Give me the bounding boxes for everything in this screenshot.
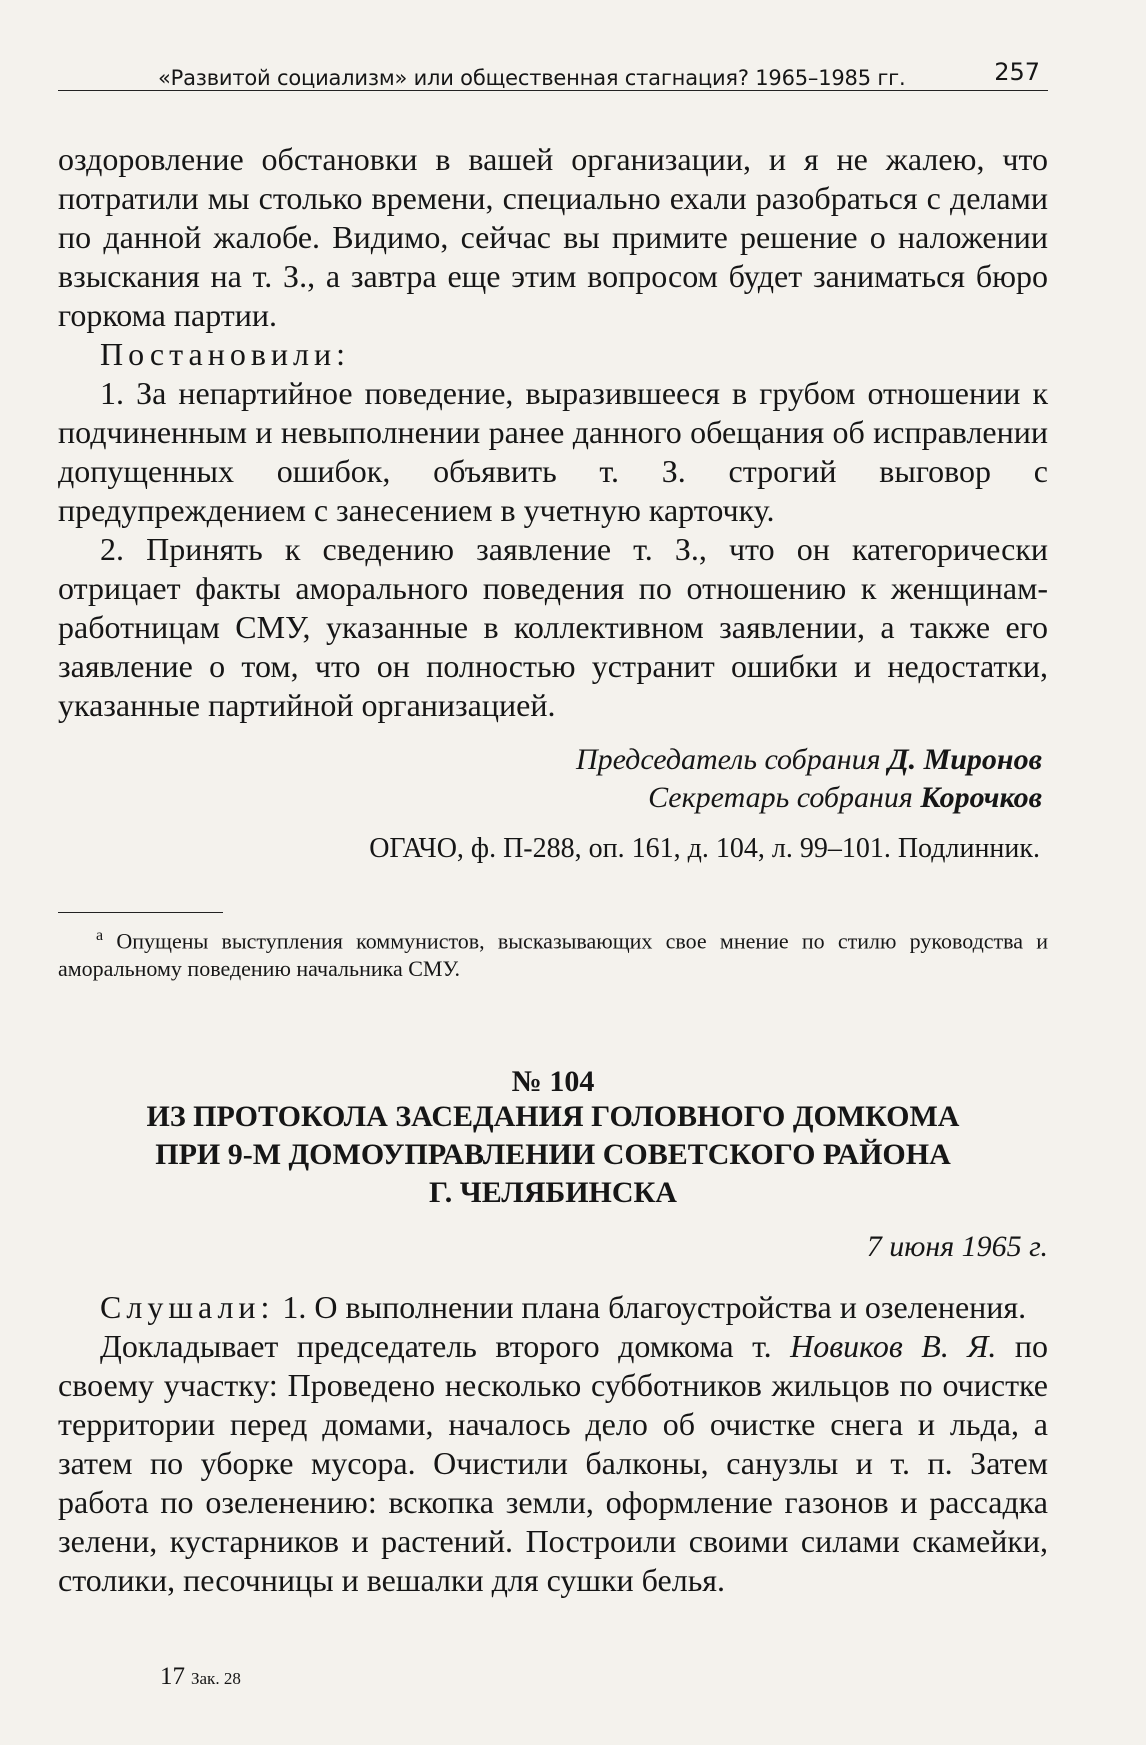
heading-line-1: ИЗ ПРОТОКОЛА ЗАСЕДАНИЯ ГОЛОВНОГО ДОМКОМА	[146, 1100, 960, 1133]
heard-paragraph	[58, 1288, 1048, 1327]
footnote-text: Опущены выступления коммунистов, высказывающих свое мнение по стилю руководства и аморальному поведению начальника СМУ.	[58, 928, 1048, 982]
chair-role: Председатель собрания	[575, 743, 881, 776]
protocol-continuation	[58, 140, 1048, 868]
secretary-signature	[58, 779, 1042, 817]
document-heading	[58, 1098, 1048, 1212]
report-text: по своему участку: Проведено несколько субботников жильцов по очистке территории перед домами, началось дело об очистке снега и льда, а затем по уборке мусора. Очистили балконы, санузлы и т. п. Затем работа по озеленению: вскопка земли, оформление газонов и рассадка зелени, кустарников и растений. Построили своими силами скамейки, столики, песочницы и вешалки для сушки белья.	[58, 1328, 1049, 1598]
order-number: Зак. 28	[191, 1669, 241, 1688]
signature-number: 17	[160, 1663, 185, 1690]
footnote-rule	[58, 912, 223, 913]
protocol-body	[58, 1288, 1048, 1600]
resolved-label: Постановили:	[100, 336, 351, 372]
archive-source: ОГАЧО, ф. П-288, оп. 161, д. 104, л. 99–101. Подлинник.	[369, 833, 1040, 864]
heard-text: 1. О выполнении плана благоустройства и озеленения.	[274, 1289, 1027, 1325]
printer-signature-mark	[160, 1663, 241, 1691]
document-number: № 104	[511, 1065, 595, 1098]
resolution-item-1: 1. За непартийное поведение, выразившееся в грубом отношении к подчиненным и невыполнении ранее данного обещания об исправлении допущенных ошибок, объявить т. З. строгий выговор с предупреждением с занесением в учетную карточку.	[58, 375, 1048, 528]
heading-line-3: Г. ЧЕЛЯБИНСКА	[429, 1176, 677, 1209]
running-title: «Развитой социализм» или общественная стагнация? 1965–1985 гг.	[158, 66, 906, 90]
running-header	[58, 60, 1048, 91]
secretary-role: Секретарь собрания	[648, 781, 913, 814]
page-number: 257	[994, 58, 1040, 86]
footnote-marker: а	[96, 927, 104, 944]
paragraph-opening: оздоровление обстановки в вашей организации, и я не жалею, что потратили мы столько времени, специально ехали разобраться с делами по данной жалобе. Видимо, сейчас вы примите решение о наложении взыскания на т. З., а завтра еще этим вопросом будет заниматься бюро горкома партии.	[58, 141, 1048, 333]
chair-signature	[58, 741, 1042, 779]
reporter-name: Новиков В. Я.	[790, 1328, 997, 1364]
heading-line-2: ПРИ 9-М ДОМОУПРАВЛЕНИИ СОВЕТСКОГО РАЙОНА	[155, 1138, 951, 1171]
secretary-name: Корочков	[920, 781, 1042, 814]
resolution-item-2: 2. Принять к сведению заявление т. З., что он категорически отрицает факты аморального поведения по отношению к женщинам-работницам СМУ, указанные в коллективном заявлении, а также его заявление о том, что он полностью устранит ошибки и недостатки, указанные партийной организацией.	[58, 531, 1048, 723]
document-date: 7 июня 1965 г.	[866, 1230, 1048, 1263]
report-intro: Докладывает председатель второго домкома т.	[100, 1328, 791, 1364]
report-paragraph	[58, 1327, 1048, 1600]
heard-label: Слушали:	[100, 1289, 275, 1325]
footnote	[58, 922, 1048, 983]
chair-name: Д. Миронов	[888, 743, 1042, 776]
